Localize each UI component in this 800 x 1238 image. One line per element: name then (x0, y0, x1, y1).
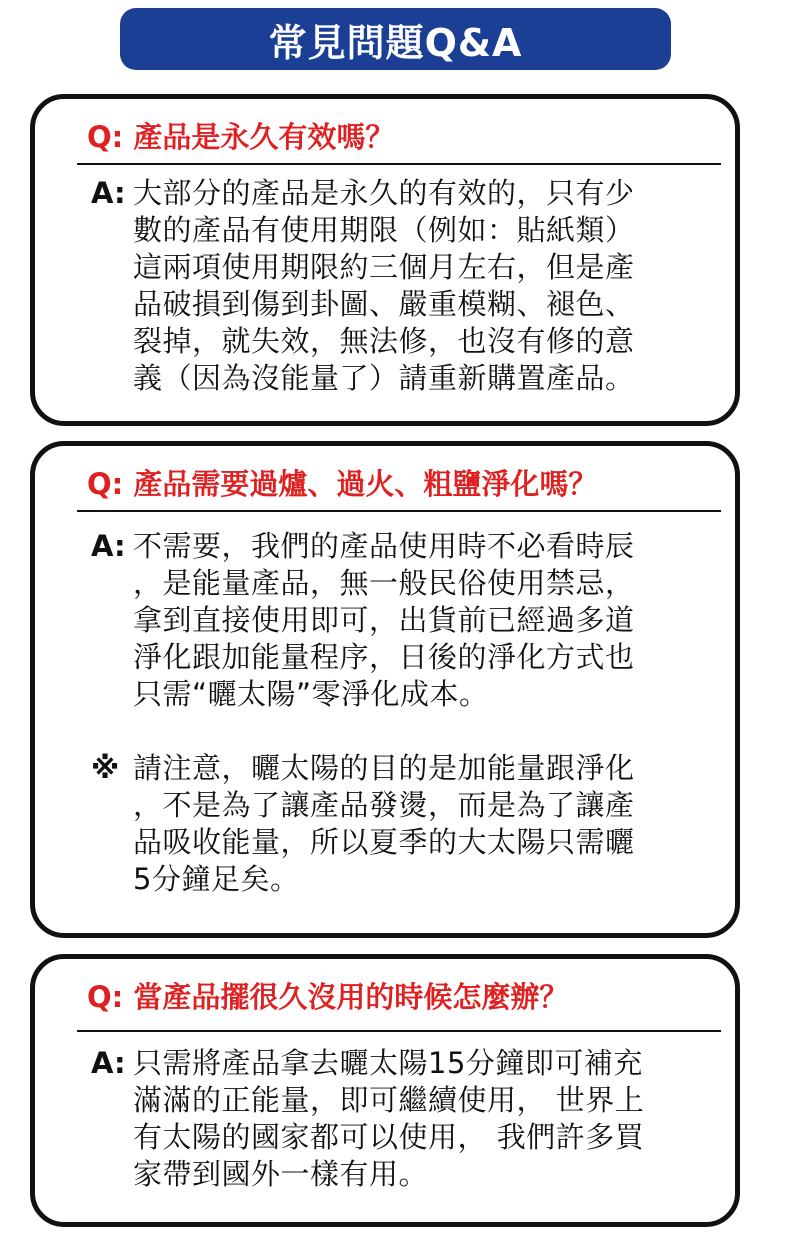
faq-answer-3: 只需將產品拿去曬太陽15分鐘即可補充 滿滿的正能量，即可繼續使用， 世界上 有太陽的國家都可以使用， 我們許多買 家帶到國外一樣有用。 (133, 1046, 645, 1191)
faq-answer-block-1 (91, 175, 721, 397)
faq-answer-2: 不需要，我們的產品使用時不必看時辰 ，是能量產品，無一般民俗使用禁忌， 拿到直接使用即可，出貨前已經過多道 淨化跟加能量程序，日後的淨化方式也 只需“曬太陽”零淨化成本。 (133, 529, 635, 711)
faq-note-2: 請注意，曬太陽的目的是加能量跟淨化 ，不是為了讓產品發燙，而是為了讓產 品吸收能量，所以夏季的大太陽只需曬 5分鐘足矣。 (133, 751, 635, 896)
faq-divider-1 (77, 163, 721, 165)
faq-card-1 (30, 94, 740, 426)
faq-divider-3 (77, 1030, 721, 1032)
faq-header-banner (120, 8, 671, 70)
faq-question-1: Q: 產品是永久有效嗎？ (87, 120, 395, 154)
faq-card-2 (30, 441, 740, 938)
note-symbol: ※ (91, 751, 120, 785)
faq-answer-1: 大部分的產品是永久的有效的，只有少 數的產品有使用期限（例如：貼紙類） 這兩項使用期限約三個月左右，但是產 品破損到傷到卦圖、嚴重模糊、褪色、 裂掉，就失效，無法修，也沒有修的意 義（因為沒能量了）請重新購置產品。 (133, 176, 635, 395)
faq-question-3: Q: 當產品擺很久沒用的時候怎麼辦？ (87, 980, 569, 1014)
answer-prefix: A: (91, 1046, 126, 1080)
faq-card-3 (30, 954, 740, 1227)
faq-divider-2 (77, 510, 721, 512)
faq-question-2: Q: 產品需要過爐、過火、粗鹽淨化嗎？ (87, 467, 598, 501)
faq-header-title: 常見問題Q&A (268, 20, 523, 65)
faq-answer-block-2 (91, 528, 721, 898)
answer-prefix: A: (91, 529, 126, 563)
faq-answer-block-3 (91, 1045, 721, 1193)
answer-prefix: A: (91, 176, 126, 210)
